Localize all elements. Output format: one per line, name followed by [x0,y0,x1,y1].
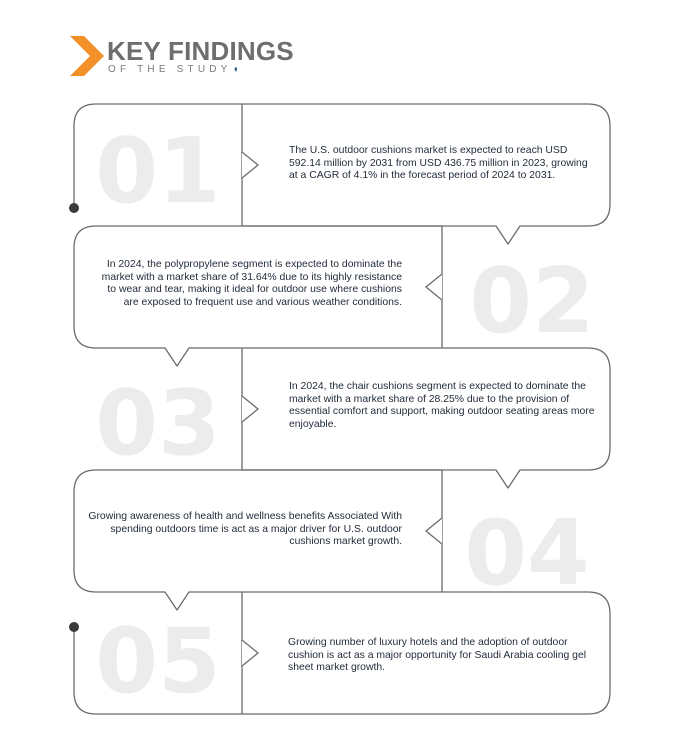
finding-number-01: 01 [95,119,221,224]
finding-text-01: The U.S. outdoor cushions market is expected to reach USD 592.14 million by 2031 from USD 436.75 million in 2023, growing at a CAGR of 4.1% in the forecast period of 2024 to 2031. [289,145,588,182]
page-subtitle [108,64,239,75]
finding-text-04: Growing awareness of health and wellness benefits Associated With spending outdoors time is act as a major driver for U.S. outdoor cushions market growth. [88,511,402,548]
chevron-logo-icon [70,36,104,76]
page-title: KEY FINDINGS [107,36,294,66]
finding-text-02: In 2024, the polypropylene segment is expected to dominate the market with a market share of 31.64% due to its highly resistance to wear and tear, making it ideal for outdoor use where cushions are exposed to frequent use and various weather conditions. [101,259,402,308]
page-subtitle-text: OF THE STUDY [108,64,232,75]
start-dot [69,203,79,213]
finding-text-03: In 2024, the chair cushions segment is expected to dominate the market with a market share of 28.25% due to the provision of essential comfort and support, making outdoor seating areas more enjoyable. [289,381,595,430]
finding-number-04: 04 [464,501,590,606]
finding-number-02: 02 [469,249,595,354]
end-dot [69,622,79,632]
finding-text-05: Growing number of luxury hotels and the adoption of outdoor cushion is act as a major opportunity for Saudi Arabia cooling gel sheet market growth. [288,637,587,674]
finding-number-03: 03 [95,371,221,476]
finding-number-05: 05 [95,609,221,714]
crescent-icon: ◖ [232,64,239,75]
